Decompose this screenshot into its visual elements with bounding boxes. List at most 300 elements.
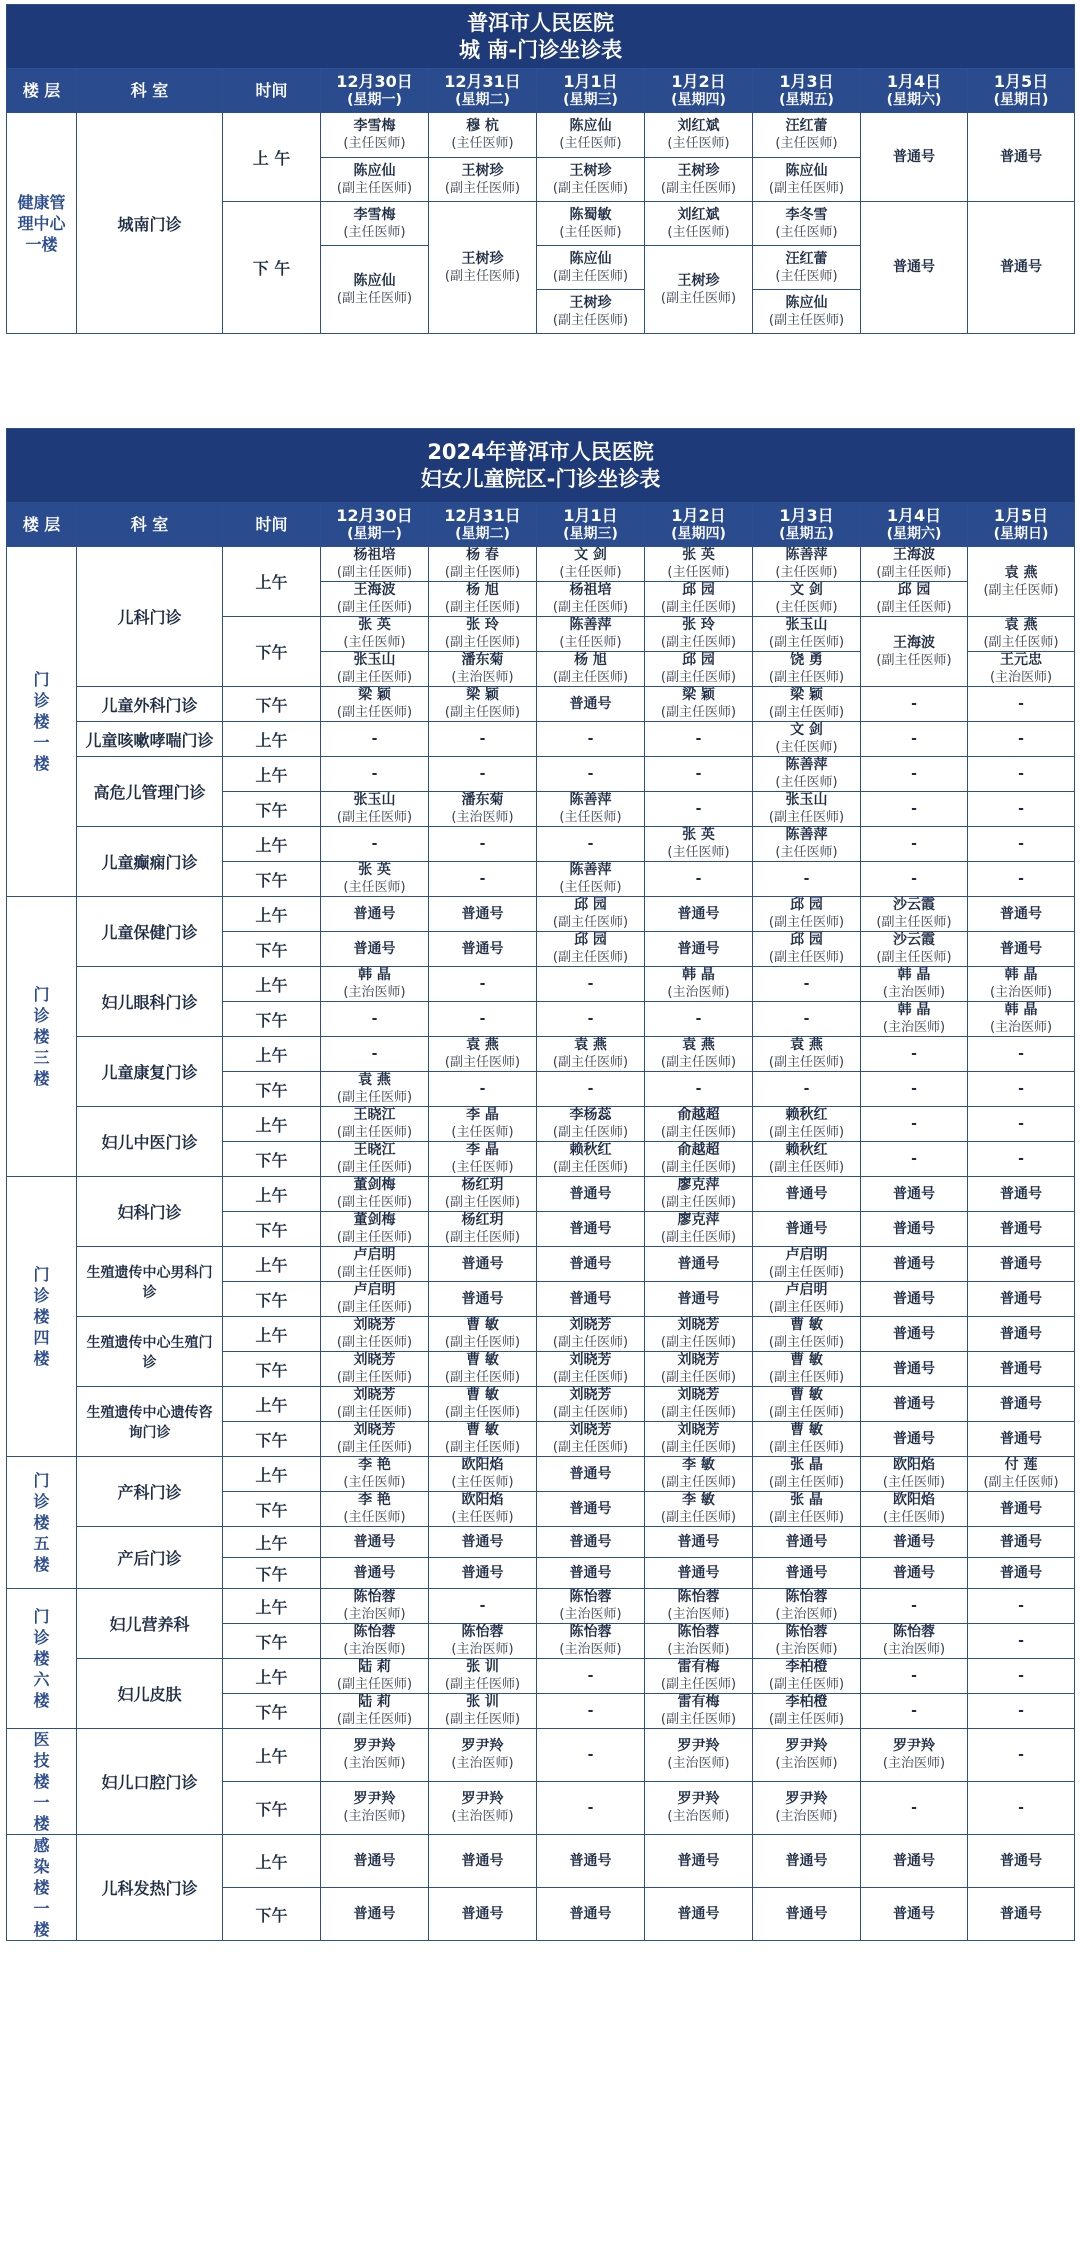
doctor-cell: 陈怡蓉 (主治医师)	[537, 1589, 645, 1624]
doctor-cell: 廖克萍 (副主任医师)	[645, 1212, 753, 1247]
doctor-cell: 罗尹羚 (主治医师)	[753, 1782, 861, 1835]
general-number-cell: 普通号	[429, 1282, 537, 1317]
empty-slot-cell: -	[645, 1002, 753, 1037]
doctor-cell: 刘晓芳 (副主任医师)	[645, 1317, 753, 1352]
general-number-cell: 普通号	[861, 1177, 968, 1212]
doctor-cell: 罗尹羚 (主治医师)	[645, 1782, 753, 1835]
header-day: 1月1日 (星期三)	[537, 503, 645, 547]
empty-slot-cell: -	[861, 1107, 968, 1142]
empty-slot-cell: -	[968, 1729, 1075, 1782]
empty-slot-cell: -	[537, 1072, 645, 1107]
doctor-cell: 刘晓芳 (副主任医师)	[321, 1422, 429, 1457]
time-cell: 下午	[223, 687, 321, 722]
empty-slot-cell: -	[321, 1002, 429, 1037]
doctor-cell: 雷有梅 (副主任医师)	[645, 1694, 753, 1729]
table-row	[7, 1247, 1075, 1282]
doctor-cell: 文 剑 (主任医师)	[537, 547, 645, 582]
doctor-cell: 李 晶 (主任医师)	[429, 1142, 537, 1177]
empty-slot-cell: -	[968, 792, 1075, 827]
doctor-cell: 陈怡蓉 (主治医师)	[753, 1589, 861, 1624]
chengnan-schedule-table	[6, 4, 1075, 334]
general-number-cell: 普通号	[968, 1835, 1075, 1888]
doctor-cell: 卢启明 (副主任医师)	[753, 1247, 861, 1282]
general-number-cell: 普通号	[429, 932, 537, 967]
header-day: 1月3日 (星期五)	[753, 503, 861, 547]
doctor-cell: 罗尹羚 (主治医师)	[321, 1729, 429, 1782]
dept-cell: 妇儿营养科	[77, 1589, 223, 1659]
empty-slot-cell: -	[968, 1624, 1075, 1659]
table-row	[7, 1037, 1075, 1072]
doctor-cell: 刘晓芳 (副主任医师)	[321, 1387, 429, 1422]
empty-slot-cell: -	[753, 1072, 861, 1107]
time-cell: 下午	[223, 1694, 321, 1729]
time-cell: 上午	[223, 1247, 321, 1282]
empty-slot-cell: -	[429, 967, 537, 1002]
general-number-cell: 普通号	[429, 1247, 537, 1282]
doctor-cell: 王海波 (副主任医师)	[861, 617, 968, 687]
general-number-cell: 普通号	[753, 1527, 861, 1558]
doctor-cell: 张 英 (主任医师)	[321, 862, 429, 897]
doctor-cell: 韩 晶 (主治医师)	[968, 967, 1075, 1002]
dept-cell: 儿童外科门诊	[77, 687, 223, 722]
doctor-cell: 罗尹羚 (主治医师)	[753, 1729, 861, 1782]
empty-slot-cell: -	[537, 1002, 645, 1037]
doctor-cell: 刘晓芳 (副主任医师)	[537, 1317, 645, 1352]
empty-slot-cell: -	[537, 1659, 645, 1694]
general-number-cell: 普通号	[429, 1527, 537, 1558]
dept-cell: 产后门诊	[77, 1527, 223, 1589]
empty-slot-cell: -	[968, 827, 1075, 862]
general-number-cell: 普通号	[753, 1888, 861, 1941]
empty-slot-cell: -	[429, 1589, 537, 1624]
general-number-cell: 普通号	[537, 1457, 645, 1492]
doctor-cell: 袁 燕 (副主任医师)	[645, 1037, 753, 1072]
table-row	[7, 897, 1075, 932]
doctor-cell: 沙云霞 (副主任医师)	[861, 897, 968, 932]
doctor-cell: 李雪梅 (主任医师)	[321, 202, 429, 246]
doctor-cell: 曹 敏 (副主任医师)	[753, 1317, 861, 1352]
doctor-cell: 王元忠 (主治医师)	[968, 652, 1075, 687]
doctor-cell: 杨祖培 (副主任医师)	[321, 547, 429, 582]
doctor-cell: 杨红玥 (副主任医师)	[429, 1177, 537, 1212]
doctor-cell: 卢启明 (副主任医师)	[321, 1282, 429, 1317]
time-cell: 上午	[223, 1177, 321, 1212]
doctor-cell: 陈怡蓉 (主治医师)	[321, 1589, 429, 1624]
header-row	[7, 69, 1075, 113]
time-cell: 下午	[223, 1624, 321, 1659]
empty-slot-cell: -	[429, 1002, 537, 1037]
doctor-cell: 刘晓芳 (副主任医师)	[645, 1422, 753, 1457]
doctor-cell: 陈怡蓉 (主治医师)	[429, 1624, 537, 1659]
dept-cell: 妇儿口腔门诊	[77, 1729, 223, 1835]
header-time: 时间	[223, 503, 321, 547]
dept-cell: 儿童康复门诊	[77, 1037, 223, 1107]
time-cell: 下午	[223, 1558, 321, 1589]
general-number-cell: 普通号	[861, 1352, 968, 1387]
doctor-cell: 李冬雪 (主任医师)	[753, 202, 861, 246]
general-number-cell: 普通号	[753, 1835, 861, 1888]
doctor-cell: 曹 敏 (副主任医师)	[753, 1387, 861, 1422]
doctor-cell: 曹 敏 (副主任医师)	[429, 1387, 537, 1422]
doctor-cell: 刘红斌 (主任医师)	[645, 113, 753, 158]
time-cell: 上午	[223, 1387, 321, 1422]
table-row	[7, 967, 1075, 1002]
time-cell: 下午	[223, 932, 321, 967]
doctor-cell: 韩 晶 (主治医师)	[321, 967, 429, 1002]
time-cell: 上午	[223, 1589, 321, 1624]
time-cell: 下午	[223, 617, 321, 687]
dept-cell: 妇儿中医门诊	[77, 1107, 223, 1177]
table-row	[7, 1387, 1075, 1422]
doctor-cell: 文 剑 (主任医师)	[753, 582, 861, 617]
dept-cell: 妇科门诊	[77, 1177, 223, 1247]
doctor-cell: 李杨蕊 (副主任医师)	[537, 1107, 645, 1142]
doctor-cell: 董剑梅 (副主任医师)	[321, 1212, 429, 1247]
empty-slot-cell: -	[753, 862, 861, 897]
empty-slot-cell: -	[861, 1694, 968, 1729]
empty-slot-cell: -	[861, 1659, 968, 1694]
dept-cell: 儿科发热门诊	[77, 1835, 223, 1941]
doctor-cell: 邱 园 (副主任医师)	[861, 582, 968, 617]
time-cell: 下午	[223, 1492, 321, 1527]
table-row	[7, 827, 1075, 862]
general-number-cell: 普通号	[968, 897, 1075, 932]
general-number-cell: 普通号	[968, 1282, 1075, 1317]
empty-slot-cell: -	[861, 1142, 968, 1177]
doctor-cell: 李雪梅 (主任医师)	[321, 113, 429, 158]
doctor-cell: 陆 莉 (副主任医师)	[321, 1659, 429, 1694]
doctor-cell: 张玉山 (副主任医师)	[321, 792, 429, 827]
time-cell: 上午	[223, 1107, 321, 1142]
doctor-cell: 陈怡蓉 (主治医师)	[645, 1624, 753, 1659]
doctor-cell: 陈应仙 (副主任医师)	[321, 246, 429, 334]
time-cell: 上午	[223, 1457, 321, 1492]
dept-cell: 生殖遗传中心男科门诊	[77, 1247, 223, 1317]
doctor-cell: 卢启明 (副主任医师)	[753, 1282, 861, 1317]
time-cell: 下午	[223, 1282, 321, 1317]
time-cell: 上午	[223, 722, 321, 757]
empty-slot-cell: -	[861, 1072, 968, 1107]
doctor-cell: 张 玲 (副主任医师)	[645, 617, 753, 652]
empty-slot-cell: -	[321, 757, 429, 792]
doctor-cell: 罗尹羚 (主治医师)	[429, 1729, 537, 1782]
hospital-title: 2024年普洱市人民医院	[427, 439, 654, 464]
doctor-cell: 廖克萍 (副主任医师)	[645, 1177, 753, 1212]
empty-slot-cell: -	[968, 1694, 1075, 1729]
table-title	[7, 429, 1075, 503]
general-number-cell: 普通号	[861, 1835, 968, 1888]
header-time: 时间	[223, 69, 321, 113]
doctor-cell: 曹 敏 (副主任医师)	[429, 1422, 537, 1457]
doctor-cell: 杨 旭 (副主任医师)	[537, 652, 645, 687]
empty-slot-cell: -	[537, 757, 645, 792]
time-cell: 上午	[223, 827, 321, 862]
general-number-cell: 普通号	[861, 1888, 968, 1941]
empty-slot-cell: -	[645, 862, 753, 897]
general-number-cell: 普通号	[537, 687, 645, 722]
header-day: 1月4日 (星期六)	[861, 503, 968, 547]
doctor-cell: 陈善萍 (主任医师)	[753, 547, 861, 582]
doctor-cell: 陈怡蓉 (主治医师)	[753, 1624, 861, 1659]
header-day: 1月1日 (星期三)	[537, 69, 645, 113]
empty-slot-cell: -	[968, 687, 1075, 722]
general-number-cell: 普通号	[645, 1558, 753, 1589]
doctor-cell: 杨 旭 (副主任医师)	[429, 582, 537, 617]
empty-slot-cell: -	[753, 967, 861, 1002]
general-number-cell: 普通号	[968, 1558, 1075, 1589]
doctor-cell: 韩 晶 (主治医师)	[645, 967, 753, 1002]
doctor-cell: 刘红斌 (主任医师)	[645, 202, 753, 246]
table-row	[7, 1177, 1075, 1212]
general-number-cell: 普通号	[645, 1835, 753, 1888]
empty-slot-cell: -	[429, 757, 537, 792]
general-number-cell: 普通号	[968, 1422, 1075, 1457]
floor-cell: 门诊楼六楼	[7, 1589, 77, 1729]
empty-slot-cell: -	[968, 862, 1075, 897]
dept-cell: 儿童咳嗽哮喘门诊	[77, 722, 223, 757]
empty-slot-cell: -	[429, 862, 537, 897]
time-cell: 下午	[223, 1212, 321, 1247]
time-cell: 上午	[223, 1527, 321, 1558]
table-title	[7, 5, 1075, 69]
header-day: 1月4日 (星期六)	[861, 69, 968, 113]
general-number-cell: 普通号	[861, 1387, 968, 1422]
doctor-cell: 陈善萍 (主任医师)	[537, 792, 645, 827]
header-day: 1月2日 (星期四)	[645, 69, 753, 113]
hospital-title: 普洱市人民医院	[467, 10, 615, 35]
general-number-cell: 普通号	[968, 1387, 1075, 1422]
general-number-cell: 普通号	[321, 1527, 429, 1558]
general-number-cell: 普通号	[537, 1558, 645, 1589]
header-day: 1月3日 (星期五)	[753, 69, 861, 113]
empty-slot-cell: -	[861, 862, 968, 897]
header-floor: 楼 层	[7, 503, 77, 547]
doctor-cell: 刘晓芳 (副主任医师)	[321, 1317, 429, 1352]
floor-cell: 医技楼一楼	[7, 1729, 77, 1835]
header-dept: 科 室	[77, 503, 223, 547]
doctor-cell: 沙云霞 (副主任医师)	[861, 932, 968, 967]
doctor-cell: 张 晶 (副主任医师)	[753, 1457, 861, 1492]
time-cell: 上午	[223, 1037, 321, 1072]
time-cell: 上午	[223, 967, 321, 1002]
empty-slot-cell: -	[968, 722, 1075, 757]
time-cell: 下午	[223, 1352, 321, 1387]
floor-cell: 门诊楼四楼	[7, 1177, 77, 1457]
empty-slot-cell: -	[861, 757, 968, 792]
empty-slot-cell: -	[861, 827, 968, 862]
general-number-cell: 普通号	[645, 1282, 753, 1317]
empty-slot-cell: -	[968, 1782, 1075, 1835]
doctor-cell: 邱 园 (副主任医师)	[645, 582, 753, 617]
doctor-cell: 袁 燕 (副主任医师)	[968, 547, 1075, 617]
empty-slot-cell: -	[537, 1729, 645, 1782]
general-number-cell: 普通号	[861, 1558, 968, 1589]
general-number-cell: 普通号	[429, 1888, 537, 1941]
empty-slot-cell: -	[968, 1107, 1075, 1142]
table-row	[7, 1729, 1075, 1782]
doctor-cell: 梁 颖 (副主任医师)	[429, 687, 537, 722]
header-day: 1月2日 (星期四)	[645, 503, 753, 547]
empty-slot-cell: -	[753, 1002, 861, 1037]
general-number-cell: 普通号	[537, 1835, 645, 1888]
doctor-cell: 邱 园 (副主任医师)	[537, 932, 645, 967]
table-row	[7, 113, 1075, 158]
doctor-cell: 陈怡蓉 (主治医师)	[861, 1624, 968, 1659]
empty-slot-cell: -	[861, 792, 968, 827]
header-day: 1月5日 (星期日)	[968, 503, 1075, 547]
doctor-cell: 刘晓芳 (副主任医师)	[537, 1422, 645, 1457]
empty-slot-cell: -	[861, 687, 968, 722]
doctor-cell: 杨祖培 (副主任医师)	[537, 582, 645, 617]
doctor-cell: 张 训 (副主任医师)	[429, 1659, 537, 1694]
empty-slot-cell: -	[645, 757, 753, 792]
doctor-cell: 曹 敏 (副主任医师)	[753, 1352, 861, 1387]
doctor-cell: 梁 颖 (副主任医师)	[753, 687, 861, 722]
general-number-cell: 普通号	[861, 1212, 968, 1247]
doctor-cell: 梁 颖 (副主任医师)	[645, 687, 753, 722]
general-number-cell: 普通号	[645, 1888, 753, 1941]
general-number-cell: 普通号	[861, 1422, 968, 1457]
doctor-cell: 汪红蕾 (主任医师)	[753, 246, 861, 290]
time-cell: 下午	[223, 1072, 321, 1107]
doctor-cell: 袁 燕 (副主任医师)	[537, 1037, 645, 1072]
doctor-cell: 邱 园 (副主任医师)	[537, 897, 645, 932]
doctor-cell: 陈怡蓉 (主治医师)	[321, 1624, 429, 1659]
table-row	[7, 1659, 1075, 1694]
table-row	[7, 1589, 1075, 1624]
empty-slot-cell: -	[861, 722, 968, 757]
general-number-cell: 普通号	[861, 1527, 968, 1558]
empty-slot-cell: -	[321, 1037, 429, 1072]
doctor-cell: 王晓江 (副主任医师)	[321, 1107, 429, 1142]
dept-cell: 儿童保健门诊	[77, 897, 223, 967]
schedule-body	[7, 547, 1075, 1941]
doctor-cell: 张玉山 (副主任医师)	[321, 652, 429, 687]
dept-cell: 妇儿眼科门诊	[77, 967, 223, 1037]
dept-cell: 儿童癫痫门诊	[77, 827, 223, 897]
time-cell: 下午	[223, 1002, 321, 1037]
doctor-cell: 袁 燕 (副主任医师)	[968, 617, 1075, 652]
doctor-cell: 王海波 (副主任医师)	[861, 547, 968, 582]
doctor-cell: 陈蜀敏 (主任医师)	[537, 202, 645, 246]
time-cell: 上午	[223, 1659, 321, 1694]
dept-cell: 产科门诊	[77, 1457, 223, 1527]
general-number-cell: 普通号	[968, 1212, 1075, 1247]
doctor-cell: 陈应仙 (副主任医师)	[753, 158, 861, 202]
general-number-cell: 普通号	[537, 1888, 645, 1941]
dept-cell: 妇儿皮肤	[77, 1659, 223, 1729]
general-number-cell: 普通号	[861, 113, 968, 202]
time-cell: 下午	[223, 1142, 321, 1177]
doctor-cell: 袁 燕 (副主任医师)	[429, 1037, 537, 1072]
women-children-schedule-table	[6, 428, 1075, 1941]
general-number-cell: 普通号	[321, 932, 429, 967]
doctor-cell: 曹 敏 (副主任医师)	[429, 1317, 537, 1352]
doctor-cell: 张 玲 (副主任医师)	[429, 617, 537, 652]
header-day: 12月30日 (星期一)	[321, 503, 429, 547]
doctor-cell: 李 晶 (主任医师)	[429, 1107, 537, 1142]
table-row	[7, 1457, 1075, 1492]
general-number-cell: 普通号	[429, 1835, 537, 1888]
doctor-cell: 邱 园 (副主任医师)	[753, 932, 861, 967]
doctor-cell: 张 训 (副主任医师)	[429, 1694, 537, 1729]
doctor-cell: 欧阳焰 (主任医师)	[429, 1457, 537, 1492]
header-row	[7, 503, 1075, 547]
doctor-cell: 刘晓芳 (副主任医师)	[645, 1352, 753, 1387]
doctor-cell: 汪红蕾 (主任医师)	[753, 113, 861, 158]
time-cell: 下午	[223, 862, 321, 897]
time-cell: 上 午	[223, 113, 321, 202]
general-number-cell: 普通号	[968, 1247, 1075, 1282]
general-number-cell: 普通号	[968, 1527, 1075, 1558]
doctor-cell: 刘晓芳 (副主任医师)	[645, 1387, 753, 1422]
doctor-cell: 邱 园 (副主任医师)	[645, 652, 753, 687]
general-number-cell: 普通号	[753, 1177, 861, 1212]
empty-slot-cell: -	[968, 1037, 1075, 1072]
empty-slot-cell: -	[968, 1589, 1075, 1624]
general-number-cell: 普通号	[537, 1282, 645, 1317]
general-number-cell: 普通号	[537, 1212, 645, 1247]
empty-slot-cell: -	[429, 827, 537, 862]
general-number-cell: 普通号	[321, 897, 429, 932]
table-row	[7, 547, 1075, 582]
doctor-cell: 王树珍 (副主任医师)	[429, 158, 537, 202]
doctor-cell: 王晓江 (副主任医师)	[321, 1142, 429, 1177]
floor-cell: 感染楼一楼	[7, 1835, 77, 1941]
doctor-cell: 王树珍 (副主任医师)	[537, 158, 645, 202]
doctor-cell: 欧阳焰 (主任医师)	[861, 1492, 968, 1527]
doctor-cell: 赖秋红 (副主任医师)	[753, 1107, 861, 1142]
doctor-cell: 陈应仙 (副主任医师)	[753, 290, 861, 334]
doctor-cell: 李柏橙 (副主任医师)	[753, 1659, 861, 1694]
empty-slot-cell: -	[861, 1037, 968, 1072]
doctor-cell: 韩 晶 (主治医师)	[861, 1002, 968, 1037]
time-cell: 下 午	[223, 202, 321, 334]
general-number-cell: 普通号	[968, 1352, 1075, 1387]
doctor-cell: 卢启明 (副主任医师)	[321, 1247, 429, 1282]
doctor-cell: 董剑梅 (副主任医师)	[321, 1177, 429, 1212]
general-number-cell: 普通号	[968, 1317, 1075, 1352]
time-cell: 下午	[223, 1888, 321, 1941]
time-cell: 上午	[223, 1835, 321, 1888]
doctor-cell: 韩 晶 (主治医师)	[861, 967, 968, 1002]
doctor-cell: 俞越超 (副主任医师)	[645, 1142, 753, 1177]
empty-slot-cell: -	[321, 722, 429, 757]
doctor-cell: 陈怡蓉 (主治医师)	[645, 1589, 753, 1624]
general-number-cell: 普通号	[861, 202, 968, 334]
doctor-cell: 罗尹羚 (主治医师)	[429, 1782, 537, 1835]
doctor-cell: 杨红玥 (副主任医师)	[429, 1212, 537, 1247]
time-cell: 上午	[223, 1317, 321, 1352]
general-number-cell: 普通号	[429, 897, 537, 932]
dept-cell: 儿科门诊	[77, 547, 223, 687]
time-cell: 下午	[223, 1782, 321, 1835]
doctor-cell: 邱 园 (副主任医师)	[753, 897, 861, 932]
empty-slot-cell: -	[537, 827, 645, 862]
doctor-cell: 罗尹羚 (主治医师)	[861, 1729, 968, 1782]
general-number-cell: 普通号	[861, 1247, 968, 1282]
empty-slot-cell: -	[645, 792, 753, 827]
doctor-cell: 罗尹羚 (主治医师)	[321, 1782, 429, 1835]
floor-cell: 门诊楼五楼	[7, 1457, 77, 1589]
doctor-cell: 袁 燕 (副主任医师)	[753, 1037, 861, 1072]
doctor-cell: 杨 春 (副主任医师)	[429, 547, 537, 582]
doctor-cell: 李 敏 (副主任医师)	[645, 1457, 753, 1492]
general-number-cell: 普通号	[645, 1527, 753, 1558]
doctor-cell: 赖秋红 (副主任医师)	[537, 1142, 645, 1177]
general-number-cell: 普通号	[645, 932, 753, 967]
header-day: 1月5日 (星期日)	[968, 69, 1075, 113]
